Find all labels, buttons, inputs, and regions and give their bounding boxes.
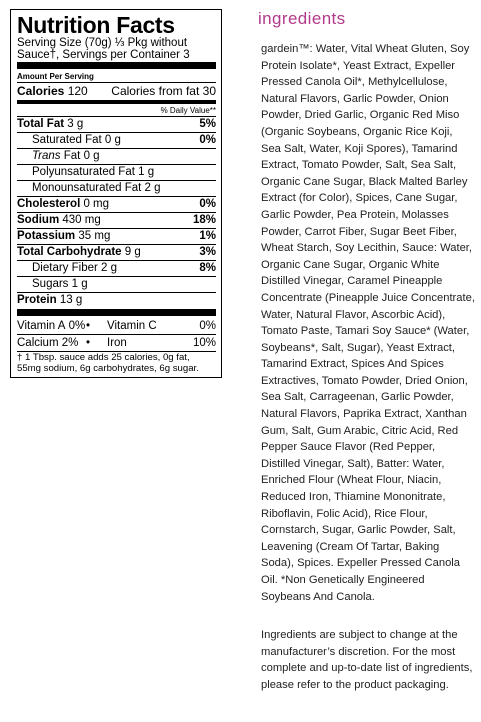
nutrient-amount: 3 g	[67, 118, 84, 130]
nutrient-row-sodium	[17, 212, 216, 228]
nutrient-row-protein	[17, 292, 216, 308]
calories-from-fat: Calories from fat 30	[111, 84, 216, 98]
nutrient-row-total-carbohydrate	[17, 244, 216, 260]
ingredients-list: gardein™: Water, Vital Wheat Gluten, Soy Protein Isolate*, Yeast Extract, Expeller Pressed Canola Oil*, Methylcellulose, Natural Flavors, Garlic Powder, Onion Powder, Dried Garlic, Organic Red Miso (Organic Soybeans, Organic Rice Koji, Sea Salt, Water, Koji Spores), Tamarind Extract, Tomato Powder, Salt, Sea Salt, Organic Cane Sugar, Black Malted Barley Extract (for Color), Spices, Cane Sugar, Garlic Powder, Pea Protein, Molasses Powder, Carrot Fiber, Sugar Beet Fiber, Wheat Starch, Soy Lecithin, Sauce: Water, Organic Cane Sugar, Organic White Distilled Vinegar, Caramel Pineapple Concentrate (Pineapple Juice Concentrate, Water, Natural Flavor, Ascorbic Acid), Tomato Paste, Tamari Soy Sauce* (Water, Soybeans*, Salt, Sugar), Yeast Extract, Tamarind Extract, Spices And Spices Extractives, Tomato Powder, Dried Onion, Sea Salt, Carrageenan, Garlic Powder, Natural Flavors, Paprika Extract, Xanthan Gum, Salt, Gum Arabic, Citric Acid, Red Pepper Sauce Flavor (Red Pepper, Distilled Vinegar, Salt), Batter: Water, Enriched Flour (Wheat Flour, Niacin, Reduced Iron, Thiamine Mononitrate, Riboflavin, Folic Acid), Rice Flour, Cornstarch, Sugar, Garlic Powder, Salt, Leavening (Cream Of Tartar, Baking Soda), Spices. Expeller Pressed Canola Oil. *Non Genetically Engineered Soybeans And Canola.	[261, 43, 475, 603]
nutrient-dv: 0%	[199, 134, 216, 146]
nutrient-dv: 1%	[199, 230, 216, 242]
amount-per-serving: Amount Per Serving	[17, 72, 94, 81]
nutrient-row-saturated-fat	[17, 132, 216, 148]
nutrient-label: Protein	[17, 294, 57, 306]
nutrient-label: Sugars	[32, 278, 69, 290]
nutrient-dv: 3%	[199, 246, 216, 258]
nutrient-row-dietary-fiber	[17, 260, 216, 276]
nutrient-row-total-fat	[17, 116, 216, 132]
calcium-label: Calcium	[17, 337, 59, 349]
vitamin-c-label: Vitamin C	[107, 320, 157, 332]
divider-medium	[17, 100, 216, 104]
nutrient-label: Polyunsaturated Fat	[32, 166, 135, 178]
bullet-separator: •	[85, 320, 91, 332]
iron-value: 10%	[192, 337, 216, 349]
nutrient-label: Total Fat	[17, 118, 65, 130]
nutrient-amount: 13 g	[59, 294, 83, 306]
nutrient-row-cholesterol	[17, 196, 216, 212]
serving-size-line-2: Sauce†, Servings per Container 3	[17, 49, 190, 61]
nutrient-row-monounsaturated-fat	[17, 180, 216, 196]
nutrition-facts-title: Nutrition Facts	[17, 12, 175, 38]
vitamins-row	[17, 318, 216, 334]
bullet-separator: •	[85, 337, 91, 349]
nutrition-facts-panel	[10, 9, 222, 378]
nutrient-label: Saturated Fat	[32, 134, 102, 146]
ingredients-heading: ingredients	[258, 9, 346, 28]
nutrient-dv: 8%	[199, 262, 216, 274]
serving-size-line-1: Serving Size (70g) ⅓ Pkg without	[17, 37, 188, 49]
nutrient-amount: 2 g	[144, 182, 161, 194]
nutrient-amount: 0 g	[104, 134, 121, 146]
nutrient-row-potassium	[17, 228, 216, 244]
nutrient-amount: 2 g	[101, 262, 118, 274]
nutrient-amount: 9 g	[124, 246, 141, 258]
nutrient-label: Cholesterol	[17, 198, 81, 210]
daily-value-header: % Daily Value**	[160, 106, 216, 115]
nutrient-row-sugars	[17, 276, 216, 292]
calcium	[17, 335, 79, 351]
vitamin-c-value: 0%	[199, 320, 216, 332]
nutrient-amount: 35 mg	[78, 230, 111, 242]
nutrient-label: Total Carbohydrate	[17, 246, 122, 258]
nutrient-amount: 1 g	[138, 166, 155, 178]
calories-value: 120	[67, 84, 88, 98]
nutrient-amount: 0 mg	[83, 198, 110, 210]
divider-thick	[17, 62, 216, 69]
nutrient-dv: 18%	[192, 214, 216, 226]
nutrient-amount: 0 g	[83, 150, 100, 162]
iron-label: Iron	[107, 337, 127, 349]
divider-thick	[17, 309, 216, 316]
calories-row	[17, 82, 216, 99]
nutrient-dv: 5%	[199, 118, 216, 130]
nutrient-amount: 430 mg	[62, 214, 101, 226]
nutrient-dv: 0%	[199, 198, 216, 210]
vitamin-a	[17, 318, 86, 334]
nutrient-amount: 1 g	[71, 278, 88, 290]
nutrient-label: Dietary Fiber	[32, 262, 98, 274]
vitamin-a-label: Vitamin A	[17, 320, 66, 332]
nutrient-label: Sodium	[17, 214, 60, 226]
calories-label: Calories	[17, 84, 65, 98]
nutrient-row-polyunsaturated-fat	[17, 164, 216, 180]
vitamin-a-value: 0%	[68, 320, 86, 332]
ingredients-disclaimer: Ingredients are subject to change at the manufacturer’s discretion. For the most complete and up-to-date list of ingredients, please refer to the product packaging.	[261, 629, 473, 691]
sauce-footnote: † 1 Tbsp. sauce adds 25 calories, 0g fat, 55mg sodium, 6g carbohydrates, 6g sugar.	[17, 351, 216, 374]
serving-size	[17, 37, 216, 61]
nutrient-row-trans-fat	[17, 148, 216, 164]
nutrient-label-rest: Fat	[60, 150, 81, 162]
minerals-row	[17, 334, 216, 351]
nutrient-label: Trans	[32, 150, 61, 162]
nutrient-label: Potassium	[17, 230, 76, 242]
nutrient-label: Monounsaturated Fat	[32, 182, 142, 194]
calcium-value: 2%	[61, 337, 79, 349]
